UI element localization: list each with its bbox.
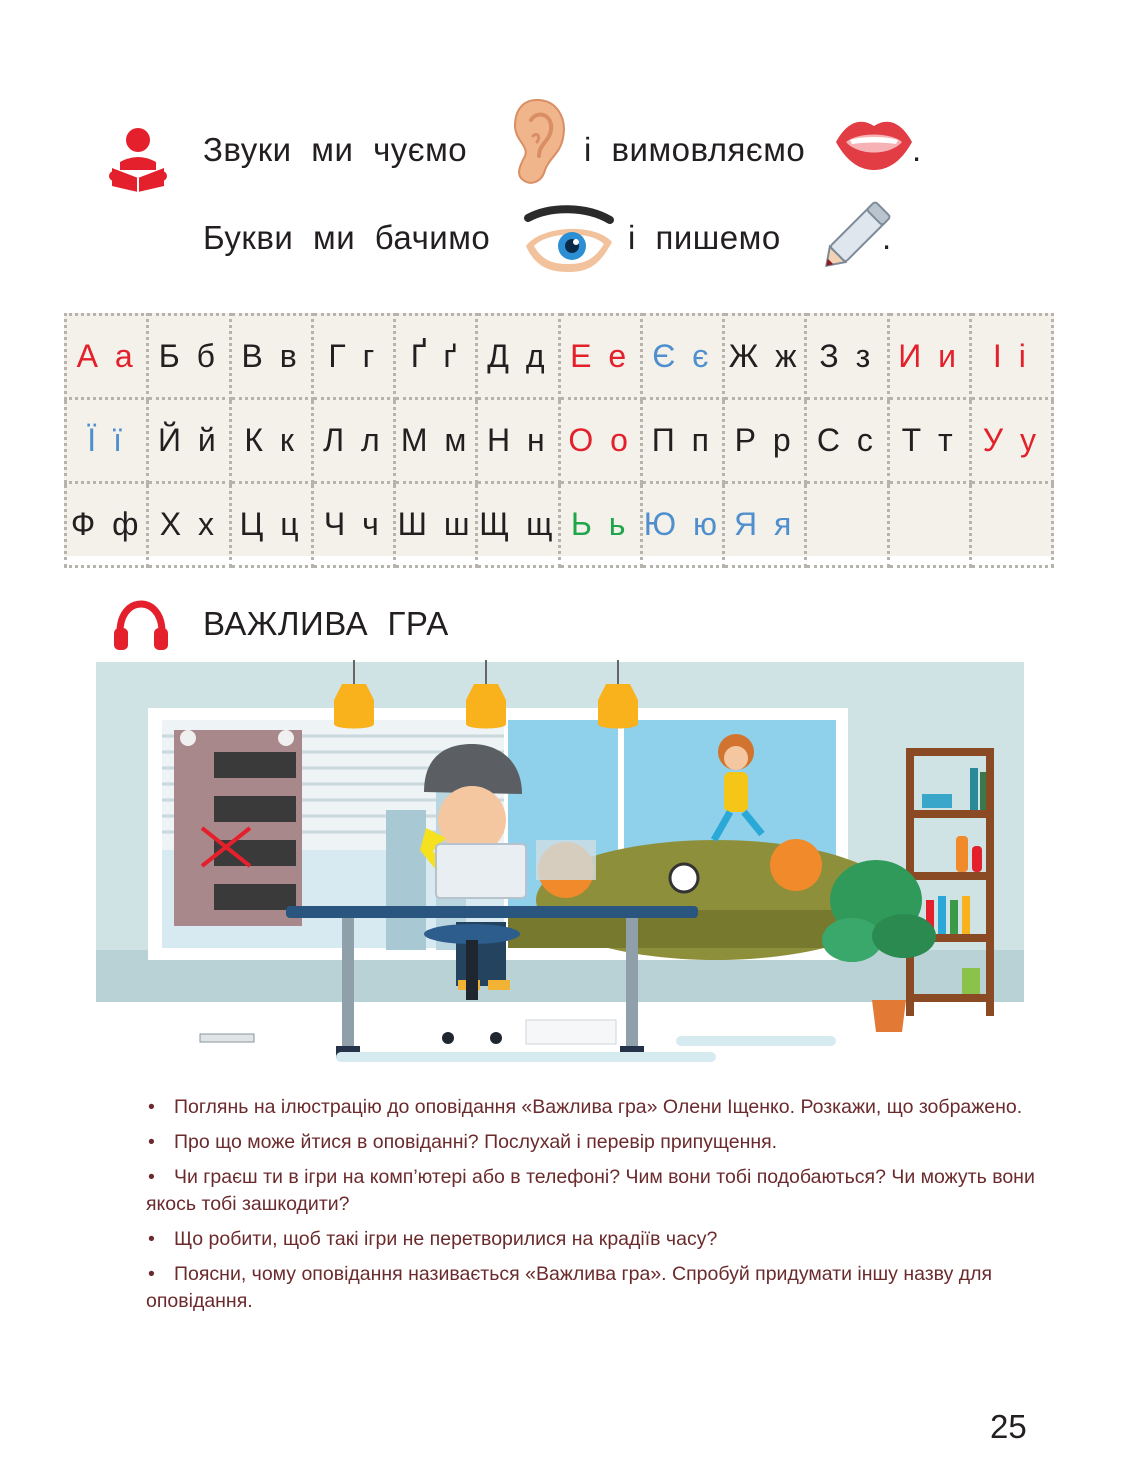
letter-cell: І і [970,315,1052,399]
letter-cell: А а [66,315,148,399]
letter-cell: Ц ц [230,483,312,567]
header-line2-part2: і пишемо [628,219,781,256]
header-line1-part2-wrap [584,131,805,169]
letter-cell: Ф ф [66,483,148,567]
letter-cell: Ґ ґ [395,315,477,399]
alphabet-row [66,483,1053,567]
header-line1-end-wrap [912,131,922,169]
letter-cell: Л л [312,399,394,483]
tanks-poster [174,730,302,926]
letter-cell: П п [641,399,723,483]
letter-cell: С с [806,399,888,483]
header-line2-end: . [882,219,892,256]
letter-cell: О о [559,399,641,483]
letter-cell [806,483,888,567]
letter-cell: Є є [641,315,723,399]
letter-cell: Щ щ [477,483,559,567]
discussion-questions [146,1094,1046,1323]
bullet-marker: • [148,1096,155,1118]
letter-cell [888,483,970,567]
section-title: ВАЖЛИВА ГРА [203,605,449,642]
letter-cell: Ч ч [312,483,394,567]
letter-cell: Ж ж [724,315,806,399]
headphones-icon [112,598,170,652]
question-item [146,1261,1046,1315]
letter-cell: М м [395,399,477,483]
letter-cell: Х х [148,483,230,567]
letter-cell: Б б [148,315,230,399]
letter-cell: Ш ш [395,483,477,567]
bullet-marker: • [148,1131,155,1153]
letter-cell: Н н [477,399,559,483]
question-text: Чи граєш ти в ігри на комп’ютері або в телефоні? Чим вони тобі подобаються? Чи можуть вони якось тобі зашкодити? [146,1166,1035,1215]
letter-cell: Е е [559,315,641,399]
letter-cell: Т т [888,399,970,483]
letter-cell: Г г [312,315,394,399]
letter-cell: У у [970,399,1052,483]
letter-cell: К к [230,399,312,483]
question-item [146,1164,1046,1218]
bullet-marker: • [148,1228,155,1250]
reading-person-icon [106,126,170,194]
letter-cell: Й й [148,399,230,483]
alphabet-row [66,399,1053,483]
letter-cell [970,483,1052,567]
bullet-marker: • [148,1263,155,1285]
letter-cell: Р р [724,399,806,483]
question-text: Поясни, чому оповідання називається «Важлива гра». Спробуй придумати іншу назву для оповідання. [146,1263,993,1312]
potted-plant [822,860,936,1032]
header-line1-end: . [912,131,922,168]
header-line1-part2: і вимовляємо [584,131,806,168]
alphabet-table [64,313,1054,556]
header-line-sounds [203,131,467,169]
letter-cell: З з [806,315,888,399]
letter-cell: И и [888,315,970,399]
page-number: 25 [990,1408,1027,1445]
ear-icon [507,96,569,188]
eye-icon [520,204,616,276]
header-line2-part1: Букви ми бачимо [203,219,491,256]
alphabet-row [66,315,1053,399]
header-line1-part1: Звуки ми чуємо [203,131,468,168]
mouth-icon [832,112,916,172]
header-line2-part2-wrap [628,219,781,257]
question-text: Про що може йтися в оповіданні? Послухай і перевір припущення. [174,1131,778,1153]
letter-cell: Ю ю [641,483,723,567]
letter-cell: Д д [477,315,559,399]
question-item [146,1129,1046,1156]
letter-cell: Я я [724,483,806,567]
question-text: Поглянь на ілюстрацію до оповідання «Важлива гра» Олени Іщенко. Розкажи, що зображено. [174,1096,1023,1118]
bullet-marker: • [148,1166,155,1188]
question-item [146,1094,1046,1121]
letter-cell: Ь ь [559,483,641,567]
question-text: Що робити, щоб такі ігри не перетворилися на крадіїв часу? [174,1228,718,1250]
letter-cell: В в [230,315,312,399]
letter-cell: Ї ї [66,399,148,483]
header-line-letters [203,219,490,257]
story-illustration [96,660,1026,1080]
question-item [146,1226,1046,1253]
header-line2-end-wrap [882,219,892,257]
